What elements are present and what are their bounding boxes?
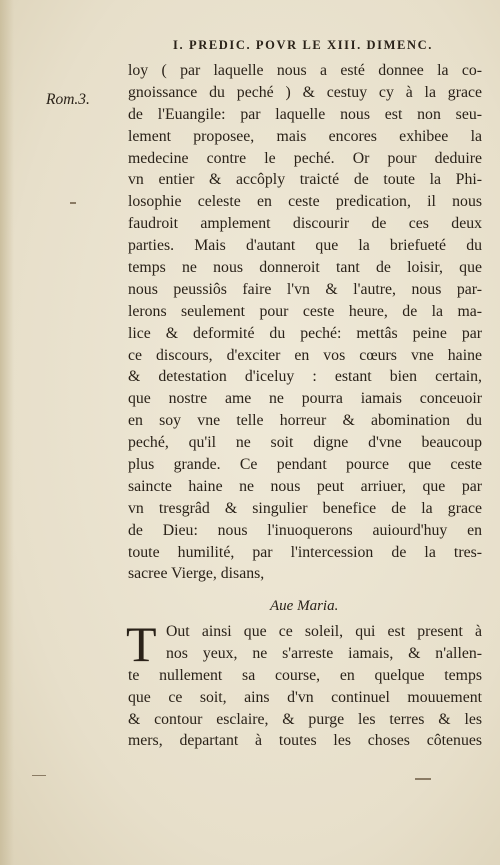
- text-line: gnoissance du peché ) & cestuy cy à la grace: [128, 83, 482, 101]
- text-line: loy ( par laquelle nous a esté donnee la co-: [128, 62, 482, 79]
- sermon-line: que ce soit, ains d'vn continuel mouuement: [128, 688, 482, 706]
- text-line: sacree Vierge, disans,: [128, 565, 265, 583]
- text-line: peché, qu'il ne soit digne d'vne beaucoup: [128, 434, 482, 452]
- text-line: lice & deformité du peché: mettâs peine par: [128, 324, 482, 342]
- text-line: vn tresgrâd & singulier benefice de la grace: [128, 499, 482, 517]
- text-line: en soy vne telle horreur & abomination du: [128, 412, 482, 430]
- body-text: [128, 60, 482, 585]
- drop-cap: T: [126, 616, 157, 672]
- text-line: lement proposee, mais encores exhibee la: [128, 127, 482, 145]
- sermon-lines: [126, 616, 482, 752]
- running-title: I. PREDIC. POVR LE XIII. DIMENC.: [173, 38, 433, 52]
- text-line: que nostre ame ne pourra iamais conceuoir: [128, 390, 482, 408]
- sermon-line: Out ainsi que ce soleil, qui est present à: [166, 623, 482, 640]
- text-line: medecine contre le peché. Or pour deduire: [128, 149, 482, 167]
- text-line: temps ne nous donneroit tant de loisir, que: [128, 259, 482, 277]
- text-line: de l'Euangile: par laquelle nous est non seu-: [128, 105, 482, 123]
- sermon-line: nos yeux, ne s'arreste iamais, & n'allen-: [166, 644, 482, 662]
- invocation: Aue Maria.: [270, 598, 339, 614]
- stray-mark: [32, 775, 46, 776]
- text-line: de Dieu: nous l'inuoquerons auiourd'huy en: [128, 521, 482, 539]
- text-line: lerons seulement pour ceste heure, de la ma-: [128, 302, 482, 320]
- stray-mark: [70, 202, 76, 204]
- text-line: & detestation d'iceluy : estant bien certain,: [128, 368, 482, 386]
- text-line: faudroit amplement discourir de ces deux: [128, 215, 482, 233]
- text-line: plus grande. Ce pendant pource que ceste: [128, 456, 482, 474]
- margin-note: Rom.3.: [46, 91, 90, 108]
- text-line: saincte haine ne nous peut arriuer, que par: [128, 477, 482, 495]
- stray-mark: [415, 778, 431, 780]
- text-line: losophie celeste en ceste predication, il nous: [128, 193, 482, 211]
- text-line: ce discours, d'exciter en vos cœurs vne haine: [128, 346, 482, 364]
- gutter-shadow: [0, 0, 14, 865]
- text-line: nous peussiôs faire l'vn & l'autre, nous par-: [128, 280, 482, 298]
- text-line: toute humilité, par l'intercession de la tres-: [128, 543, 482, 561]
- text-line: vn entier & accôply traicté de toute la Phi-: [128, 171, 482, 189]
- sermon-line: te nullement sa course, en quelque temps: [128, 666, 482, 684]
- sermon-opening: [126, 616, 482, 752]
- text-line: parties. Mais d'autant que la briefueté du: [128, 237, 482, 255]
- sermon-line: mers, departant à toutes les choses côtenues: [128, 732, 482, 750]
- sermon-line: & contour esclaire, & purge les terres & les: [128, 710, 482, 728]
